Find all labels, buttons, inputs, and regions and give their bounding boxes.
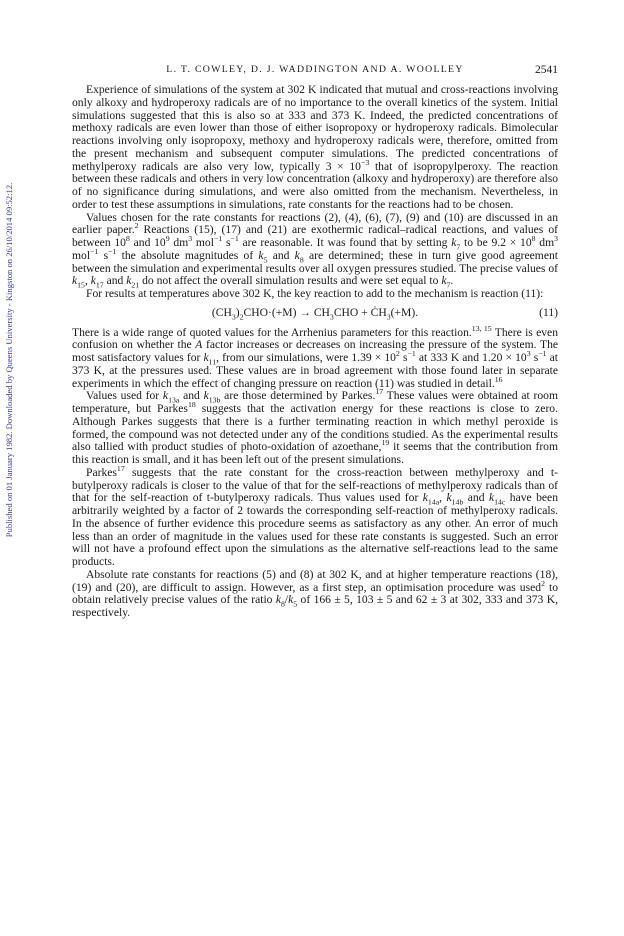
text: dm bbox=[169, 236, 189, 249]
text: . bbox=[450, 274, 454, 288]
subscript: 5 bbox=[293, 599, 298, 609]
text: These values were obtained at room temperature, but Parkes bbox=[72, 389, 558, 415]
text: There is a wide range of quoted values for the Arrhenius parameters for this reaction. bbox=[72, 325, 472, 339]
rate-constant-symbol: k bbox=[126, 274, 132, 288]
superscript: −1 bbox=[230, 234, 239, 244]
text: Experience of simulations of the system at 302 K indicated that mutual and cross-reactions involving only alkoxy and hydroperoxy radicals are of no importance to the overall kinetics of the system. Initial simulations suggested that this is also so at 333 and 373 K. Indeed, the predicted concentrations of methoxy radicals are even lower than those of either isopropoxy or hydroperoxy radicals. Bimolecular reactions involving only isopropoxy, methoxy and hydroperoxy radicals were, therefore, omitted from the present mechanism and subsequent computer simulations. The predicted concentrations of methylperoxy radicals are also very low, typically 3 × 10 bbox=[72, 83, 558, 173]
rate-constant-symbol: k bbox=[258, 248, 264, 262]
rate-constant-symbol: k bbox=[288, 593, 294, 607]
reference-mark: 18 bbox=[187, 400, 196, 410]
text: have been arbitrarily weighted by a factor of 2 towards the corresponding self-reaction of methylperoxy radicals. In the absence of further evidence this procedure seems as satisfactory as any other. An error of much less than an order of magnitude in the values used for these rate constants is suggested. Such an error will not have a profound effect upon the simulations as the alternative self-reactions lead to the same products. bbox=[72, 491, 558, 568]
superscript: 3 bbox=[188, 234, 193, 244]
subscript: 7 bbox=[446, 280, 451, 290]
subscript: 13a bbox=[168, 395, 180, 405]
text: factor increases or decreases on increasing the pressure of the system. The most satisfactory values for bbox=[72, 338, 559, 364]
superscript: −1 bbox=[213, 234, 223, 244]
text: are reasonable. It was found that by setting bbox=[238, 236, 452, 249]
text: suggests that the rate constant for the cross-reaction between methylperoxy and t-butylperoxy radicals is closer to the value of that for the self-reactions of methylperoxy radicals than of that for the self-reaction of t-butylperoxy radicals. Thus values used for bbox=[72, 465, 558, 505]
rate-constant-symbol: k bbox=[203, 389, 209, 403]
equation-text: ) bbox=[235, 305, 240, 319]
text: at 373 K, at the pressures used. These values are in broad agreement with those found later in separate experiments in which the effect of changing pressure on reaction (11) was studied in detail. bbox=[72, 351, 558, 390]
reference-mark: 2 bbox=[134, 221, 139, 231]
text: that of isopropylperoxy. The reaction between these radicals and others in very low concentration (alkoxy and hydroperoxy) are therefore also of no significance during simulations, and were also omitted from the mechanism. Nevertheless, in order to test these assumptions in simulations, rate constants for the reactions had to be chosen. bbox=[72, 159, 558, 211]
reference-mark: 13, 15 bbox=[471, 323, 492, 333]
subscript: 14a bbox=[427, 497, 440, 507]
subscript: 7 bbox=[456, 242, 461, 252]
rate-constant-symbol: k bbox=[422, 491, 428, 505]
subscript: 11 bbox=[208, 357, 217, 367]
superscript: −3 bbox=[360, 157, 370, 167]
rate-constant-symbol: k bbox=[446, 491, 452, 505]
superscript: 8 bbox=[531, 234, 536, 244]
subscript: 14c bbox=[494, 497, 506, 507]
text: to obtain relatively precise values of the ratio bbox=[72, 580, 558, 607]
text: to be 9.2 × 10 bbox=[460, 236, 532, 249]
subscript: 3 bbox=[329, 312, 334, 322]
text: / bbox=[284, 593, 289, 607]
subscript: 3 bbox=[231, 312, 236, 322]
text: at 333 K and 1.20 × 10 bbox=[415, 351, 527, 364]
subscript: 5 bbox=[263, 255, 268, 265]
text: , bbox=[439, 491, 447, 505]
superscript: −1 bbox=[90, 246, 99, 256]
subscript: 13b bbox=[208, 395, 221, 405]
equation-text: CHO + ĊH bbox=[333, 305, 387, 319]
superscript: −1 bbox=[108, 246, 117, 256]
text: suggests that the activation energy for these reactions is close to zero. Although Parkes suggests that there is a further terminating reaction in which methyl peroxide is formed, the compound was not detected under any of the conditions studied. As the experimental results also tallied with product studies of photo-oxidation of azoethane, bbox=[72, 402, 559, 454]
subscript: 8 bbox=[280, 599, 285, 609]
superscript: 2 bbox=[395, 349, 400, 359]
subscript: 14b bbox=[451, 497, 464, 507]
text: and bbox=[179, 389, 204, 403]
equation-11 bbox=[72, 307, 558, 320]
subscript: 21 bbox=[131, 280, 140, 290]
subscript: 17 bbox=[95, 280, 104, 290]
subscript: 15 bbox=[77, 280, 85, 290]
download-watermark bbox=[2, 130, 16, 590]
superscript: −1 bbox=[407, 349, 416, 359]
superscript: 3 bbox=[554, 234, 559, 244]
text: and bbox=[463, 491, 489, 505]
download-watermark-text: Published on 01 January 1982. Downloaded by Queens University - Kingston on 26/10/2014 09:52:12. bbox=[4, 182, 14, 538]
paragraph-6 bbox=[72, 463, 558, 569]
rate-constant-symbol: k bbox=[203, 351, 209, 364]
text: , bbox=[84, 274, 91, 288]
text: Values used for bbox=[86, 389, 163, 403]
text: Parkes bbox=[86, 465, 117, 479]
text: the absolute magnitudes of bbox=[116, 248, 259, 262]
reference-mark: 17 bbox=[116, 463, 125, 473]
text: mol bbox=[72, 248, 91, 262]
rate-constant-symbol: k bbox=[162, 389, 169, 403]
text: There is even confusion on whether the bbox=[72, 325, 558, 352]
rate-constant-symbol: k bbox=[72, 274, 78, 288]
subscript: 3 bbox=[386, 312, 391, 322]
text: are determined; these in turn give good agreement between the simulation and experimental results over all oxygen pressures studied. The precise values of bbox=[72, 248, 558, 275]
running-head-authors: L. T. COWLEY, D. J. WADDINGTON AND A. WOOLLEY bbox=[166, 64, 464, 75]
subscript: 2 bbox=[239, 312, 244, 322]
equation-text: CHO·(+M) → CH bbox=[243, 305, 330, 319]
equation-text: (+M). bbox=[390, 305, 419, 319]
superscript: 9 bbox=[165, 234, 170, 244]
text: it seems that the contribution from this reaction is small, and it has been left out of the present simulations. bbox=[72, 440, 558, 466]
rate-constant-symbol: k bbox=[275, 593, 281, 607]
rate-constant-symbol: k bbox=[488, 491, 495, 505]
superscript: −1 bbox=[538, 349, 547, 359]
superscript: 3 bbox=[526, 349, 531, 359]
text: s bbox=[530, 351, 539, 364]
page-number: 2541 bbox=[535, 64, 558, 76]
paragraph-4 bbox=[72, 323, 559, 391]
text: s bbox=[98, 248, 109, 262]
paragraph-2 bbox=[72, 212, 558, 289]
rate-constant-symbol: k bbox=[441, 274, 447, 288]
rate-constant-symbol: k bbox=[90, 274, 96, 288]
text: s bbox=[399, 351, 408, 364]
text: and bbox=[267, 248, 295, 262]
text: dm bbox=[535, 236, 555, 249]
rate-constant-symbol: k bbox=[451, 236, 457, 249]
italic-symbol: A bbox=[195, 338, 203, 352]
reference-mark: 17 bbox=[375, 387, 384, 397]
superscript: 8 bbox=[125, 234, 130, 244]
running-header bbox=[72, 64, 558, 80]
text: are those determined by Parkes. bbox=[220, 389, 376, 403]
text: of 166 ± 5, 103 ± 5 and 62 ± 3 at 302, 333 and 373 K, respectively. bbox=[72, 593, 558, 619]
paragraph-3: For results at temperatures above 302 K, the key reaction to add to the mechanism is reaction (11): bbox=[86, 287, 544, 300]
paragraph-7 bbox=[72, 569, 558, 620]
reference-mark: 16 bbox=[494, 374, 503, 384]
rate-constant-symbol: k bbox=[294, 248, 300, 262]
text: , from our simulations, were 1.39 × 10 bbox=[216, 351, 396, 364]
equation-text: (CH bbox=[211, 305, 232, 319]
text: Reactions (15), (17) and (21) are exothermic radical–radical reactions, and values of between 10 bbox=[72, 223, 558, 249]
subscript: 8 bbox=[299, 255, 304, 265]
text: and 10 bbox=[129, 236, 166, 249]
text: do not affect the overall simulation results and were set equal to bbox=[139, 274, 442, 288]
text: Values chosen for the rate constants for reactions (2), (4), (6), (7), (9) and (10) are discussed in an earlier paper. bbox=[72, 210, 558, 237]
paragraph-5 bbox=[72, 387, 559, 467]
reference-mark: 19 bbox=[381, 438, 390, 448]
text: mol bbox=[192, 236, 214, 249]
text: s bbox=[222, 236, 231, 249]
article-body bbox=[72, 84, 558, 620]
equation-number: (11) bbox=[539, 305, 558, 319]
reference-mark: 2 bbox=[541, 578, 545, 588]
text: Absolute rate constants for reactions (5) and (8) at 302 K, and at higher temperature reactions (18), (19) and (20), are difficult to assign. However, as a first step, an optimisation procedure was used bbox=[72, 567, 558, 594]
text: and bbox=[103, 274, 127, 288]
paragraph-1 bbox=[72, 84, 558, 212]
